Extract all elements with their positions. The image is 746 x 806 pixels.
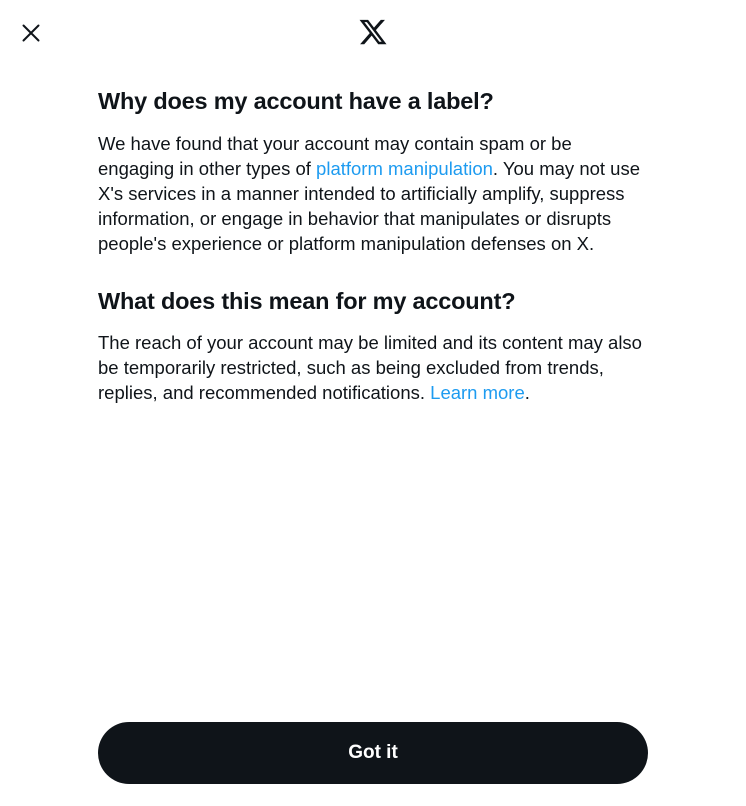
close-icon [21, 23, 41, 43]
dialog-footer [0, 722, 746, 784]
x-logo-icon [355, 14, 391, 50]
platform-manipulation-link[interactable]: platform manipulation [316, 157, 493, 179]
dialog-header [0, 0, 746, 64]
section-title: Why does my account have a label? [98, 88, 494, 114]
section-paragraph [98, 330, 650, 405]
dialog-body [0, 64, 746, 405]
section-paragraph [98, 131, 650, 256]
paragraph-text-after: . [524, 382, 530, 404]
section-what-it-means [98, 286, 650, 406]
paragraph-text-before: We have found that your account may contain spam or be engaging in other types of [98, 132, 572, 179]
paragraph-text-after: . You may not use X's services in a manner intended to artificially amplify, suppress information, or engage in behavior that manipulates or disrupts people's experience or platform manipulation defenses on X. [98, 157, 641, 254]
paragraph-text-before: The reach of your account may be limited and its content may also be temporarily restricted, such as being excluded from trends, replies, and recommended notifications. [98, 332, 642, 404]
section-why-label [98, 86, 650, 256]
got-it-button[interactable]: Got it [98, 722, 648, 784]
learn-more-link[interactable]: Learn more [430, 382, 525, 404]
section-title: What does this mean for my account? [98, 287, 516, 314]
close-button[interactable] [14, 16, 48, 50]
